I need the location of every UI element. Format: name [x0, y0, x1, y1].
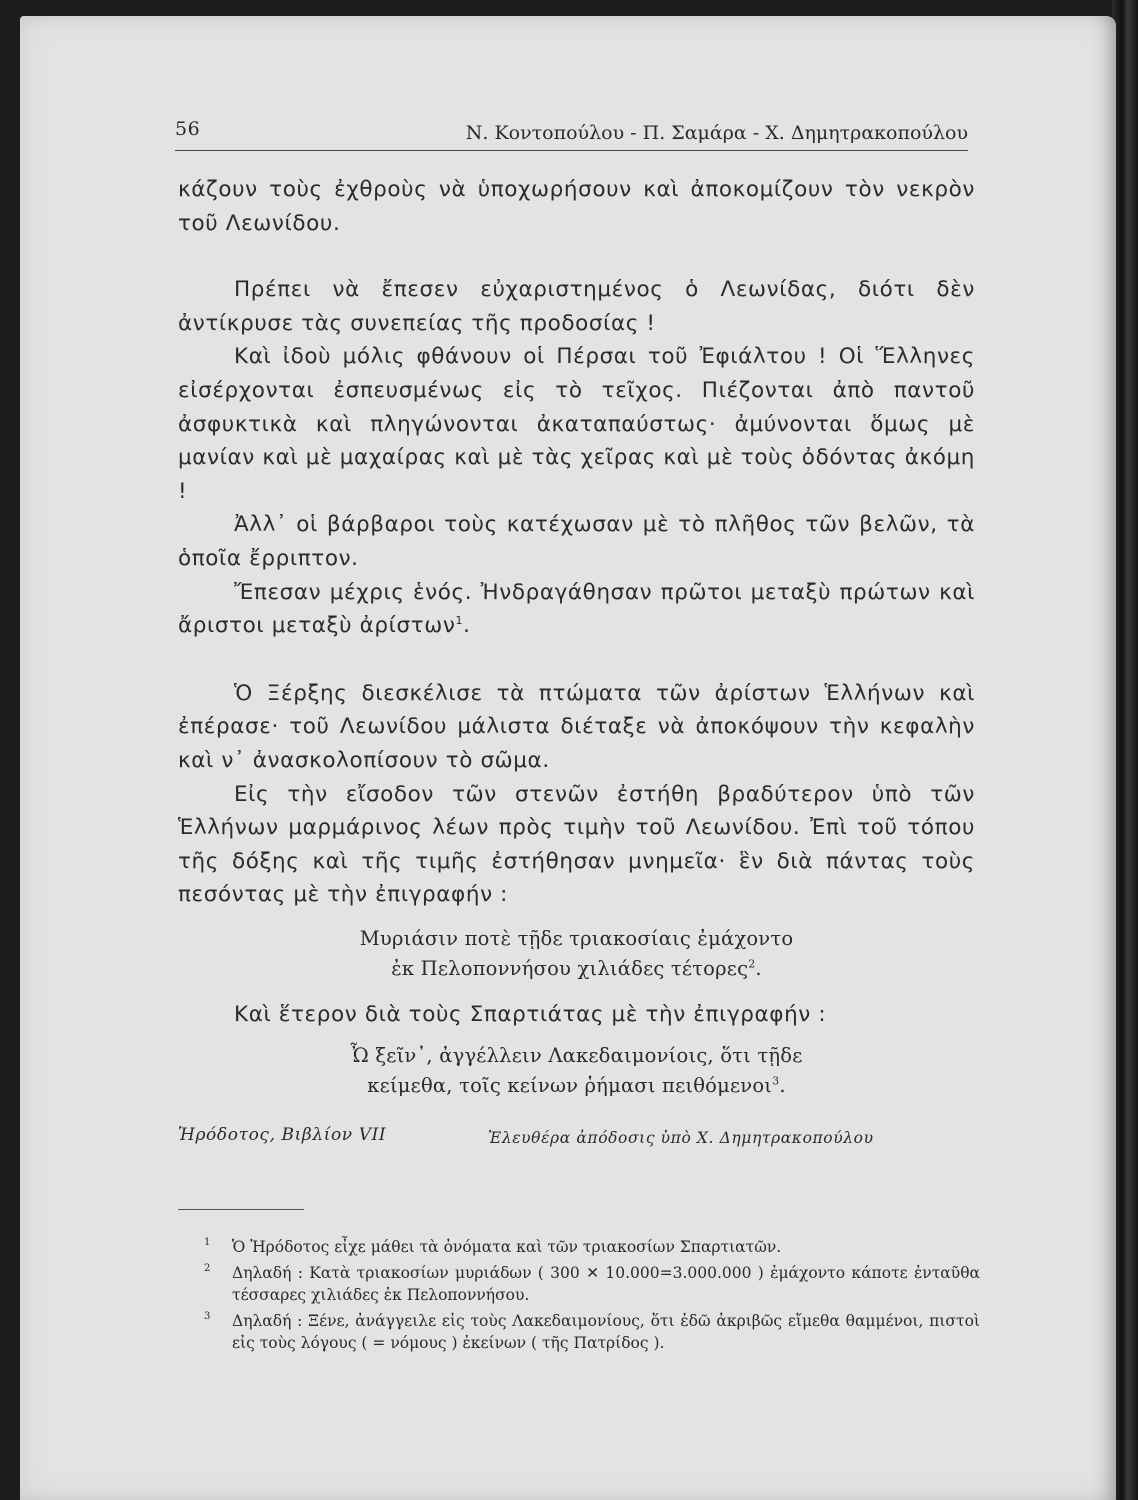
- running-head-authors: Ν. Κοντοπούλου - Π. Σαμάρα - Χ. Δημητρακοπούλου: [465, 122, 968, 144]
- footnote-2-text: Δηλαδή : Κατὰ τριακοσίων μυριάδων ( 300 ✕ 10.000=3.000.000 ) ἐμάχοντο κάποτε ἐνταῦθα τέσσαρες χιλιάδες ἐκ Πελοποννήσου.: [232, 1263, 980, 1304]
- footnote-3-mark: 3: [204, 1310, 211, 1322]
- footnote-ref-1[interactable]: 1: [455, 613, 464, 627]
- paragraph-5-end: .: [463, 613, 471, 639]
- source-credits: [178, 1119, 975, 1149]
- footnote-divider: [178, 1209, 304, 1210]
- page-header: [175, 110, 968, 151]
- footnote-2-mark: 2: [204, 1262, 211, 1274]
- epigram-2-line-1: Ὦ ξεῖν᾽, ἀγγέλλειν Λακεδαιμονίοις, ὅτι τῇδε: [350, 1044, 803, 1068]
- paragraph-5-text: Ἔπεσαν μέχρις ἑνός. Ἠνδραγάθησαν πρῶτοι μεταξὺ πρώτων καὶ ἄριστοι μεταξὺ ἀρίστων: [178, 579, 975, 639]
- epigram-1-line-2: [178, 954, 975, 984]
- epigram-2-line-2: [178, 1071, 975, 1101]
- epigram-1-line-1: Μυριάσιν ποτὲ τῇδε τριακοσίαις ἐμάχοντο: [359, 926, 794, 950]
- epigram-2-end: .: [779, 1074, 786, 1098]
- paragraph-5: [178, 576, 975, 643]
- footnote-ref-2[interactable]: 2: [748, 957, 756, 971]
- epigram-1-line-2-text: ἐκ Πελοποννήσου χιλιάδες τέτορες: [391, 956, 749, 980]
- paragraph-4: Ἀλλ᾽ οἱ βάρβαροι τοὺς κατέχωσαν μὲ τὸ πλῆθος τῶν βελῶν, τὰ ὁποῖα ἔρριπτον.: [178, 512, 975, 571]
- paragraph-6: Ὁ Ξέρξης διεσκέλισε τὰ πτώματα τῶν ἀρίστων Ἑλλήνων καὶ ἐπέρασε· τοῦ Λεωνίδου μάλιστα διέταξε νὰ ἀποκόψουν τὴν κεφαλὴν καὶ ν᾽ ἀνασκολοπίσουν τὸ σῶμα.: [178, 680, 975, 773]
- footnote-3-text: Δηλαδή : Ξένε, ἀνάγγειλε εἰς τοὺς Λακεδαιμονίους, ὅτι ἐδῶ ἀκριβῶς εἴμεθα θαμμένοι, πιστοὶ εἰς τοὺς λόγους ( = νόμους ) ἐκείνων ( τῆς Πατρίδος ).: [232, 1311, 980, 1352]
- footnote-2: [180, 1262, 980, 1307]
- footnote-3: [180, 1310, 980, 1355]
- footnote-ref-3[interactable]: 3: [772, 1074, 780, 1088]
- epigram-2-line-2-text: κείμεθα, τοῖς κείνων ῥήμασι πειθόμενοι: [367, 1074, 773, 1098]
- page-number: 56: [175, 118, 201, 140]
- paragraph-8: Καὶ ἕτερον διὰ τοὺς Σπαρτιάτας μὲ τὴν ἐπιγραφήν :: [234, 1001, 827, 1027]
- paragraph-3: Καὶ ἰδοὺ μόλις φθάνουν οἱ Πέρσαι τοῦ Ἐφιάλτου ! Οἱ Ἕλληνες εἰσέρχονται ἐσπευσμένως εἰς τὸ τεῖχος. Πιέζονται ἀπὸ παντοῦ ἀσφυκτικὰ καὶ πληγώνονται ἀκαταπαύστως· ἀμύνονται ὅμως μὲ μανίαν καὶ μὲ μαχαίρας καὶ μὲ τὰς χεῖρας καὶ μὲ τοὺς ὀδόντας ἀκόμη !: [178, 344, 975, 504]
- source-translation: Ἐλευθέρα ἀπόδοσις ὑπὸ Χ. Δημητρακοπούλου: [488, 1129, 874, 1148]
- footnote-1-text: Ὁ Ἡρόδοτος εἶχε μάθει τὰ ὀνόματα καὶ τῶν τριακοσίων Σπαρτιατῶν.: [232, 1238, 782, 1256]
- paragraph-1: κάζουν τοὺς ἐχθροὺς νὰ ὑποχωρήσουν καὶ ἀποκομίζουν τὸν νεκρὸν τοῦ Λεωνίδου.: [178, 177, 975, 236]
- footnote-1-mark: 1: [204, 1237, 211, 1248]
- epigram-2: [178, 1041, 975, 1101]
- epigram-1-end: .: [755, 956, 762, 980]
- footnote-1: [180, 1236, 980, 1259]
- paragraph-2: Πρέπει νὰ ἔπεσεν εὐχαριστημένος ὁ Λεωνίδας, διότι δὲν ἀντίκρυσε τὰς συνεπείας τῆς προδοσίας !: [178, 277, 975, 336]
- paragraph-7: Εἰς τὴν εἴσοδον τῶν στενῶν ἐστήθη βραδύτερον ὑπὸ τῶν Ἑλλήνων μαρμάρινος λέων πρὸς τιμὴν τοῦ Λεωνίδου. Ἐπὶ τοῦ τόπου τῆς δόξης καὶ τῆς τιμῆς ἐστήθησαν μνημεῖα· ἓν διὰ πάντας τοὺς πεσόντας μὲ τὴν ἐπιγραφήν :: [178, 781, 975, 908]
- footnotes: [180, 1236, 980, 1358]
- body-text: [178, 173, 975, 1149]
- source-herodotus: Ἡρόδοτος, Βιβλίον VII: [178, 1125, 387, 1146]
- epigram-1: [178, 924, 975, 984]
